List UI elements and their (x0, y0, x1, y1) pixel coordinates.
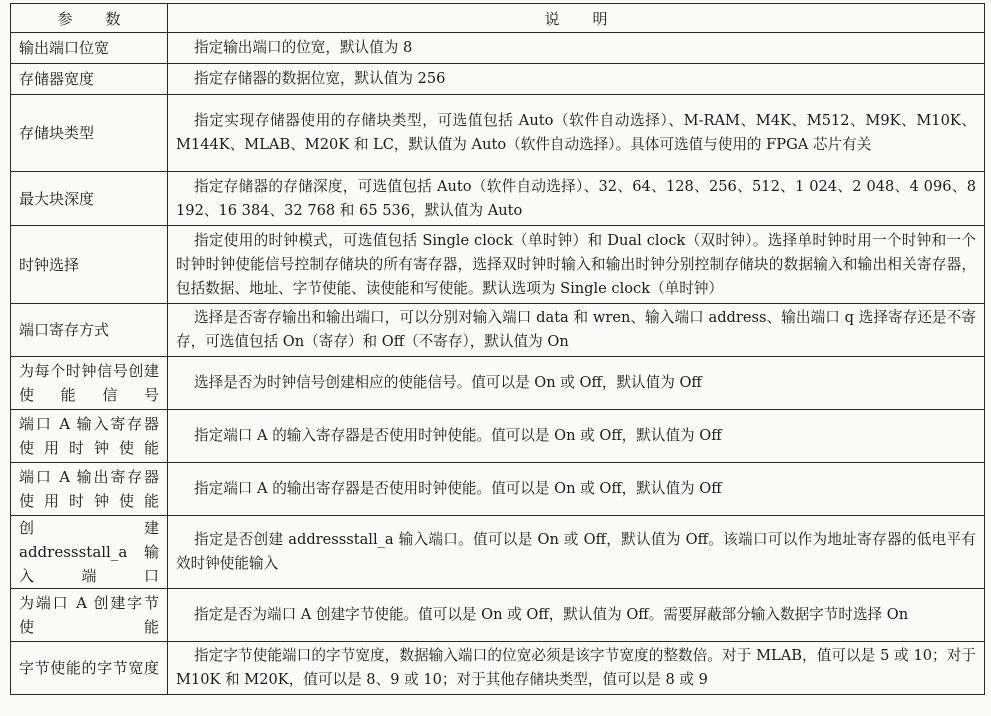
param-description: 指定存储器的数据位宽，默认值为 256 (168, 64, 985, 95)
param-name: 输出端口位宽 (11, 33, 168, 64)
table-row (11, 95, 985, 172)
param-name: 为端口 A 创建字节使能 (11, 589, 168, 642)
table-row (11, 642, 985, 695)
param-description: 指定存储器的存储深度，可选值包括 Auto（软件自动选择）、32、64、128、256、512、1 024、2 048、4 096、8 192、16 384、32 768 和 65 536，默认值为 Auto (168, 172, 985, 226)
param-name: 字节使能的字节宽度 (11, 642, 168, 695)
param-name: 为每个时钟信号创建使能信号 (11, 357, 168, 410)
parameter-table (10, 3, 985, 695)
param-name: 最大块深度 (11, 172, 168, 226)
param-description: 指定是否为端口 A 创建字节使能。值可以是 On 或 Off，默认值为 Off。需要屏蔽部分输入数据字节时选择 On (168, 589, 985, 642)
param-name: 存储器宽度 (11, 64, 168, 95)
param-name: 端口 A 输出寄存器使用时钟使能 (11, 463, 168, 516)
param-description: 指定字节使能端口的字节宽度，数据输入端口的位宽必须是该字节宽度的整数倍。对于 MLAB，值可以是 5 或 10；对于 M10K 和 M20K，值可以是 8、9 或 10；对于其他存储块类型，值可以是 8 或 9 (168, 642, 985, 695)
param-description: 指定输出端口的位宽，默认值为 8 (168, 33, 985, 64)
param-name: 端口寄存方式 (11, 304, 168, 357)
table-row (11, 516, 985, 589)
param-description: 指定实现存储器使用的存储块类型，可选值包括 Auto（软件自动选择）、M-RAM、M4K、M512、M9K、M10K、M144K、MLAB、M20K 和 LC，默认值为 Auto（软件自动选择）。具体可选值与使用的 FPGA 芯片有关 (168, 95, 985, 172)
param-name: 端口 A 输入寄存器使用时钟使能 (11, 410, 168, 463)
table-header-row (11, 4, 985, 33)
table-row (11, 410, 985, 463)
param-name: 时钟选择 (11, 226, 168, 304)
header-param: 参数 (11, 4, 168, 33)
table-row (11, 589, 985, 642)
table-row (11, 226, 985, 304)
param-description: 指定端口 A 的输入寄存器是否使用时钟使能。值可以是 On 或 Off，默认值为 Off (168, 410, 985, 463)
param-description: 选择是否为时钟信号创建相应的使能信号。值可以是 On 或 Off，默认值为 Off (168, 357, 985, 410)
table-row (11, 463, 985, 516)
param-description: 指定是否创建 addressstall_a 输入端口。值可以是 On 或 Off，默认值为 Off。该端口可以作为地址寄存器的低电平有效时钟使能输入 (168, 516, 985, 589)
param-name: 创建 addressstall_a 输入端口 (11, 516, 168, 589)
param-description: 指定端口 A 的输出寄存器是否使用时钟使能。值可以是 On 或 Off，默认值为 Off (168, 463, 985, 516)
table-row (11, 33, 985, 64)
table-row (11, 304, 985, 357)
table-row (11, 357, 985, 410)
table-row (11, 64, 985, 95)
table-row (11, 172, 985, 226)
param-description: 选择是否寄存输出和输出端口，可以分别对输入端口 data 和 wren、输入端口 address、输出端口 q 选择寄存还是不寄存，可选值包括 On（寄存）和 Off（不寄存），默认值为 On (168, 304, 985, 357)
param-name: 存储块类型 (11, 95, 168, 172)
param-description: 指定使用的时钟模式，可选值包括 Single clock（单时钟）和 Dual clock（双时钟）。选择单时钟时用一个时钟和一个时钟时钟使能信号控制存储块的所有寄存器，选择双时钟时输入和输出时钟分别控制存储块的数据输入和输出相关寄存器，包括数据、地址、字节使能、读使能和写使能。默认选项为 Single clock（单时钟） (168, 226, 985, 304)
header-description: 说明 (168, 4, 985, 33)
